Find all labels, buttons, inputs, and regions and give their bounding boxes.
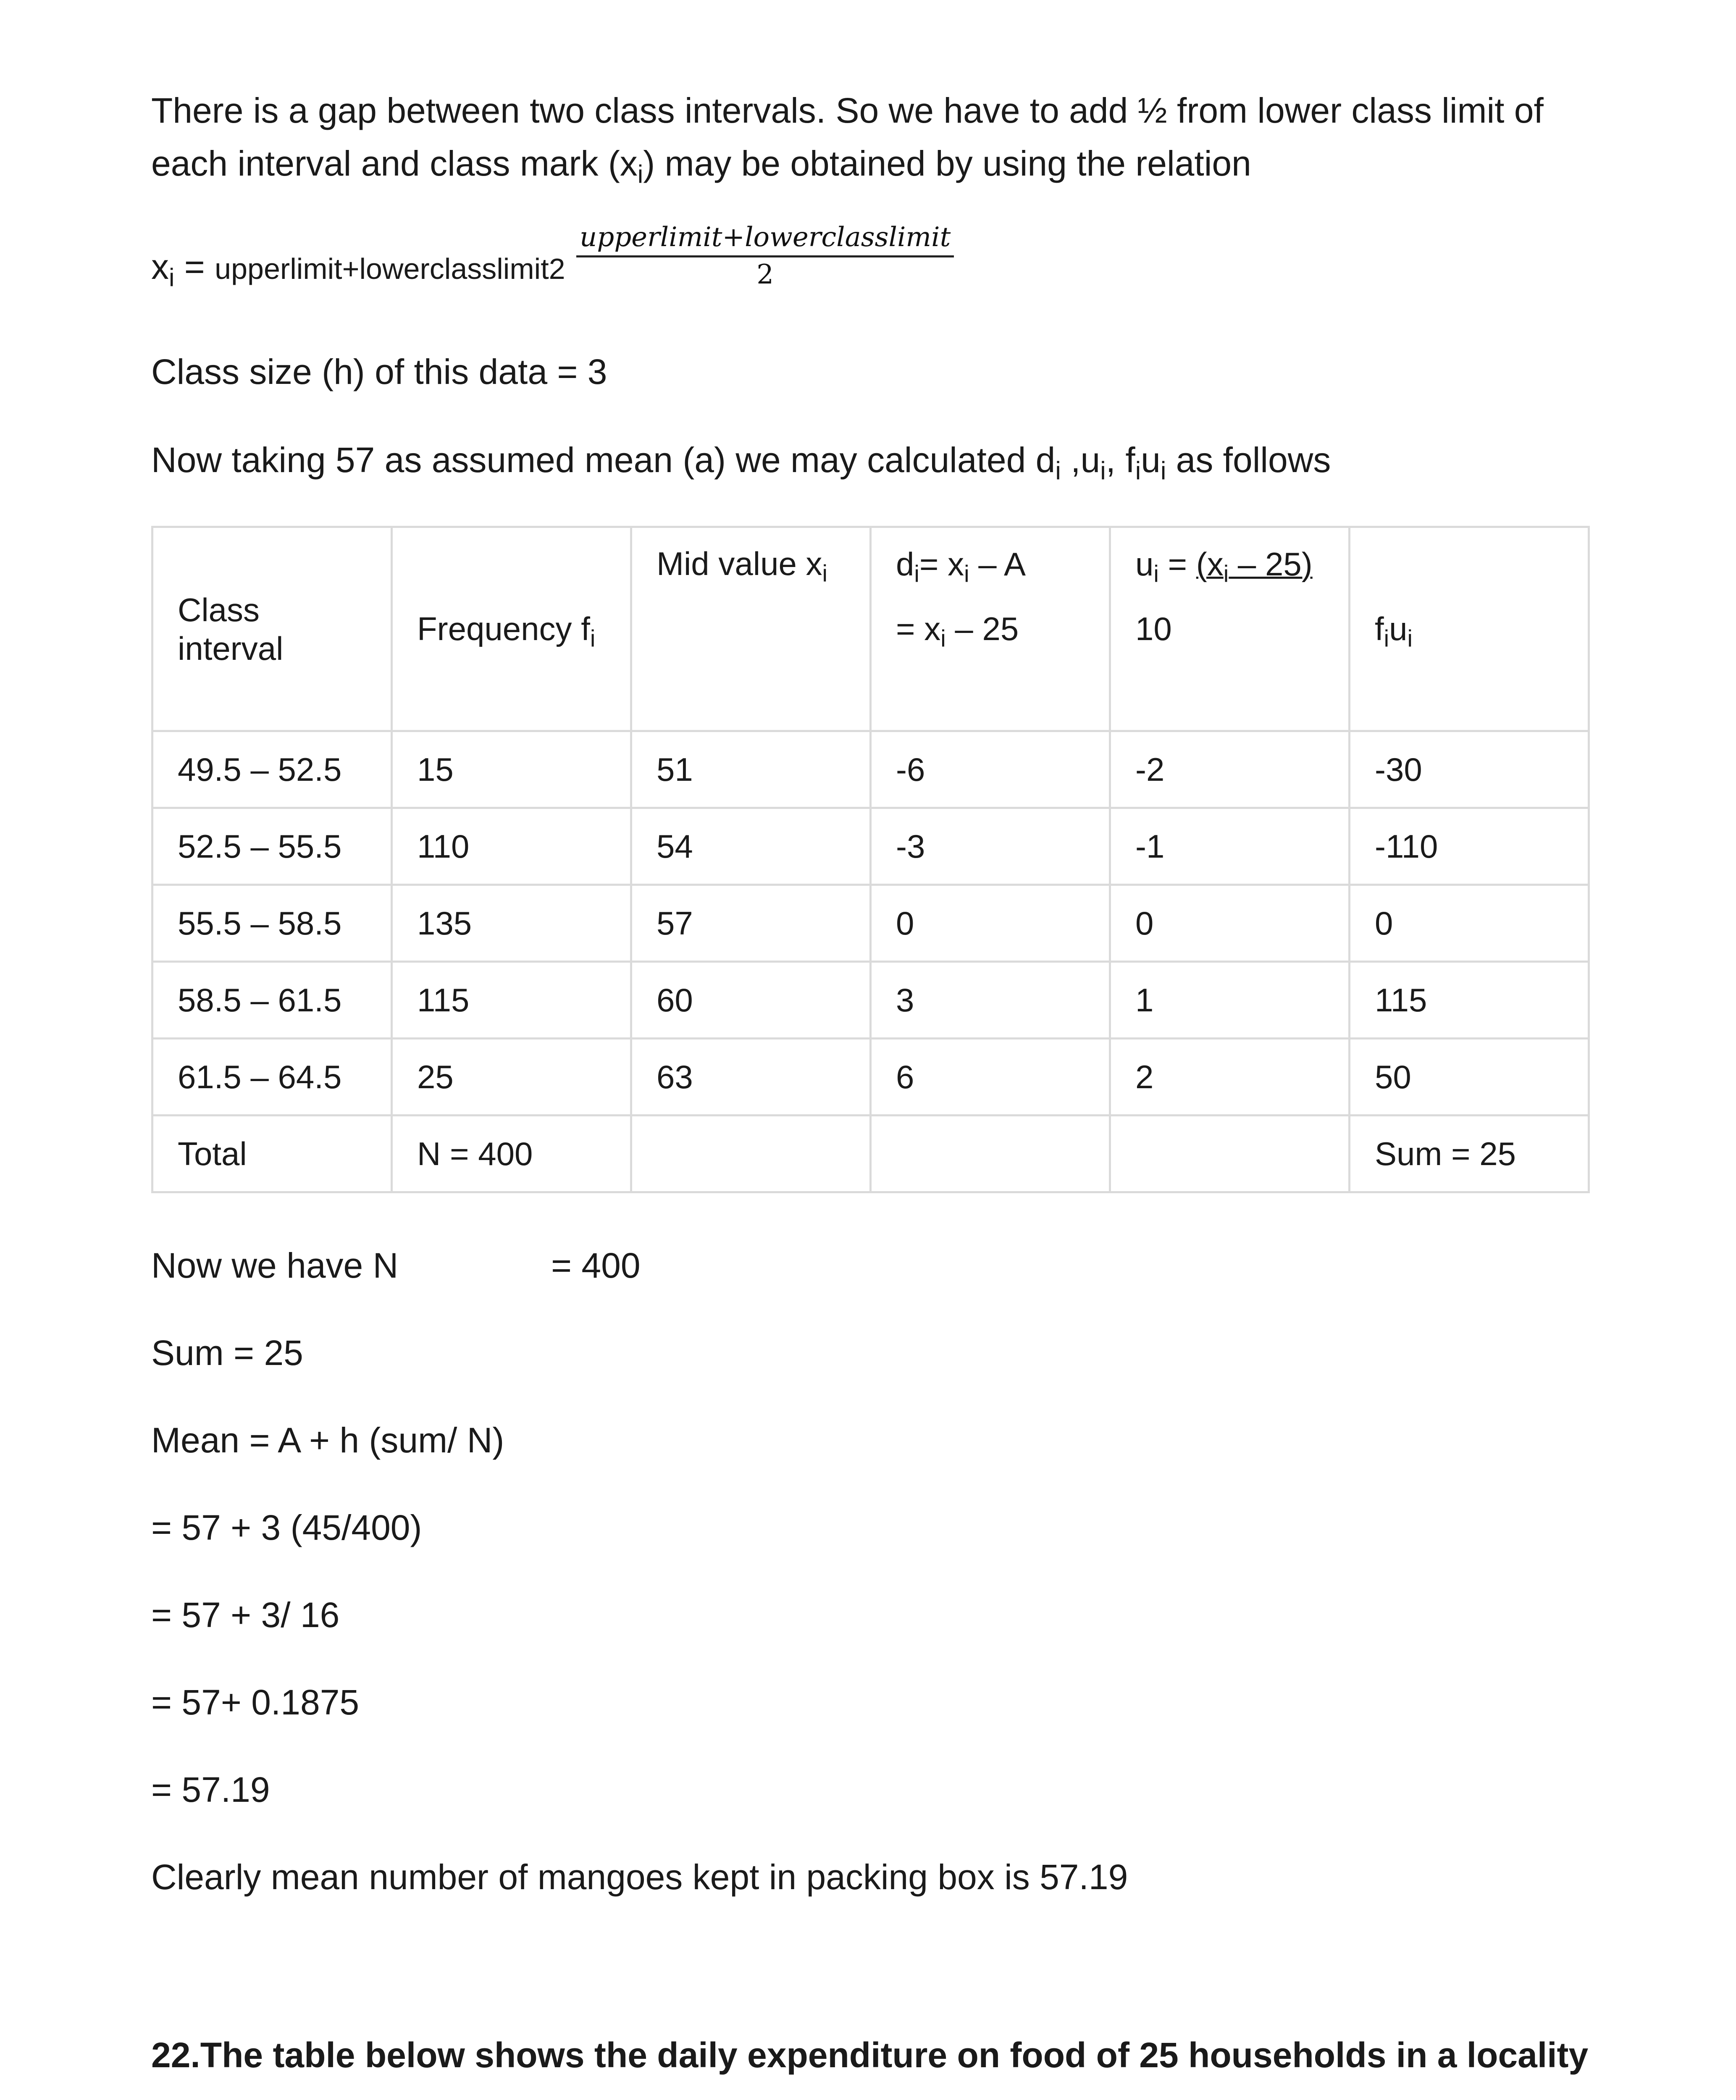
cell-d: 0 bbox=[871, 885, 1110, 962]
question-title: 22.The table below shows the daily expenditure on food of 25 households in a locality bbox=[151, 2035, 1589, 2075]
mean-step-1: = 57 + 3 (45/400) bbox=[151, 1508, 422, 1547]
assumed-tail: as follows bbox=[1166, 440, 1331, 480]
cell-class: 61.5 – 64.5 bbox=[152, 1039, 392, 1116]
cell-u: 0 bbox=[1110, 885, 1350, 962]
fraction-numerator: upperlimit+lowerclasslimit bbox=[576, 222, 954, 257]
n-value: = 400 bbox=[551, 1246, 641, 1285]
intro-subscript: i bbox=[637, 159, 643, 188]
cell-mid: 54 bbox=[631, 808, 871, 885]
cell-u: 2 bbox=[1110, 1039, 1350, 1116]
cell-empty bbox=[1110, 1116, 1350, 1192]
mean-step-3: = 57+ 0.1875 bbox=[151, 1683, 360, 1722]
cell-frequency: 115 bbox=[392, 962, 631, 1039]
cell-fu: -30 bbox=[1350, 731, 1589, 808]
header-deviation: $d_i= x_i - A$ = $x_i - 25$ bbox=[871, 527, 1110, 731]
class-size-line: Class size (h) of this data = 3 bbox=[151, 352, 607, 391]
table-row bbox=[152, 808, 1589, 885]
formula-equals: = bbox=[174, 247, 215, 286]
mean-formula: Mean = A + h (sum/ N) bbox=[151, 1420, 504, 1460]
cell-frequency: 15 bbox=[392, 731, 631, 808]
cell-total-sum: Sum = 25 bbox=[1350, 1116, 1589, 1192]
assumed-mean-line bbox=[151, 433, 1331, 486]
formula-var: x bbox=[151, 247, 169, 286]
cell-mid: 63 bbox=[631, 1039, 871, 1116]
formula-plain-text: upperlimit+lowerclasslimit2 bbox=[215, 252, 565, 285]
header-class-interval: Class interval bbox=[152, 527, 392, 731]
cell-mid: 60 bbox=[631, 962, 871, 1039]
conclusion: Clearly mean number of mangoes kept in packing box is 57.19 bbox=[151, 1857, 1128, 1897]
assumed-fu: u bbox=[1141, 440, 1161, 480]
formula-var-sub: i bbox=[169, 262, 175, 291]
assumed-fu-sub: i bbox=[1160, 456, 1166, 485]
cell-class: 55.5 – 58.5 bbox=[152, 885, 392, 962]
assumed-f-sub: i bbox=[1135, 456, 1141, 485]
cell-u: -2 bbox=[1110, 731, 1350, 808]
formula-lhs bbox=[151, 240, 565, 295]
intro-line-1: There is a gap between two class intervals. So we have to add ½ from lower class limit of bbox=[151, 91, 1544, 130]
cell-mid: 51 bbox=[631, 731, 871, 808]
header-step-deviation: $u_i = (x_i - 25)$ 10 bbox=[1110, 527, 1350, 731]
cell-fu: 0 bbox=[1350, 885, 1589, 962]
n-label: Now we have N bbox=[151, 1246, 399, 1285]
cell-fu: 50 bbox=[1350, 1039, 1589, 1116]
table-header-row bbox=[152, 527, 1589, 731]
cell-fu: -110 bbox=[1350, 808, 1589, 885]
table-total-row bbox=[152, 1116, 1589, 1192]
intro-line-2-tail: ) may be obtained by using the relation bbox=[643, 144, 1251, 183]
cell-empty bbox=[631, 1116, 871, 1192]
cell-d: -6 bbox=[871, 731, 1110, 808]
cell-class: 49.5 – 52.5 bbox=[152, 731, 392, 808]
mean-step-2: = 57 + 3/ 16 bbox=[151, 1595, 340, 1635]
assumed-d-sub: i bbox=[1055, 456, 1061, 485]
cell-class: 52.5 – 55.5 bbox=[152, 808, 392, 885]
cell-u: 1 bbox=[1110, 962, 1350, 1039]
cell-d: -3 bbox=[871, 808, 1110, 885]
assumed-u: ,u bbox=[1061, 440, 1100, 480]
table-row bbox=[152, 885, 1589, 962]
intro-line-2-text: each interval and class mark (x bbox=[151, 144, 638, 183]
cell-d: 6 bbox=[871, 1039, 1110, 1116]
cell-d: 3 bbox=[871, 962, 1110, 1039]
header-frequency: Frequency $f_i$ bbox=[392, 527, 631, 731]
formula-fraction bbox=[576, 222, 954, 290]
table-row bbox=[152, 731, 1589, 808]
cell-empty bbox=[871, 1116, 1110, 1192]
assumed-f: , f bbox=[1106, 440, 1135, 480]
cell-mid: 57 bbox=[631, 885, 871, 962]
cell-fu: 115 bbox=[1350, 962, 1589, 1039]
intro-line-2 bbox=[151, 137, 1251, 190]
fraction-denominator: 2 bbox=[756, 259, 774, 290]
cell-total-n: N = 400 bbox=[392, 1116, 631, 1192]
header-fu: $f_iu_i$ bbox=[1350, 527, 1589, 731]
table-row bbox=[152, 962, 1589, 1039]
mean-step-4: = 57.19 bbox=[151, 1770, 270, 1809]
cell-frequency: 110 bbox=[392, 808, 631, 885]
cell-u: -1 bbox=[1110, 808, 1350, 885]
assumed-u-sub: i bbox=[1100, 456, 1106, 485]
cell-class: 58.5 – 61.5 bbox=[152, 962, 392, 1039]
table-row bbox=[152, 1039, 1589, 1116]
sum-line: Sum = 25 bbox=[151, 1333, 303, 1373]
frequency-table bbox=[151, 526, 1590, 1193]
cell-frequency: 135 bbox=[392, 885, 631, 962]
cell-frequency: 25 bbox=[392, 1039, 631, 1116]
header-mid-value: Mid value $x_i$ bbox=[631, 527, 871, 731]
cell-total-label: Total bbox=[152, 1116, 392, 1192]
assumed-text: Now taking 57 as assumed mean (a) we may calculated d bbox=[151, 440, 1056, 480]
